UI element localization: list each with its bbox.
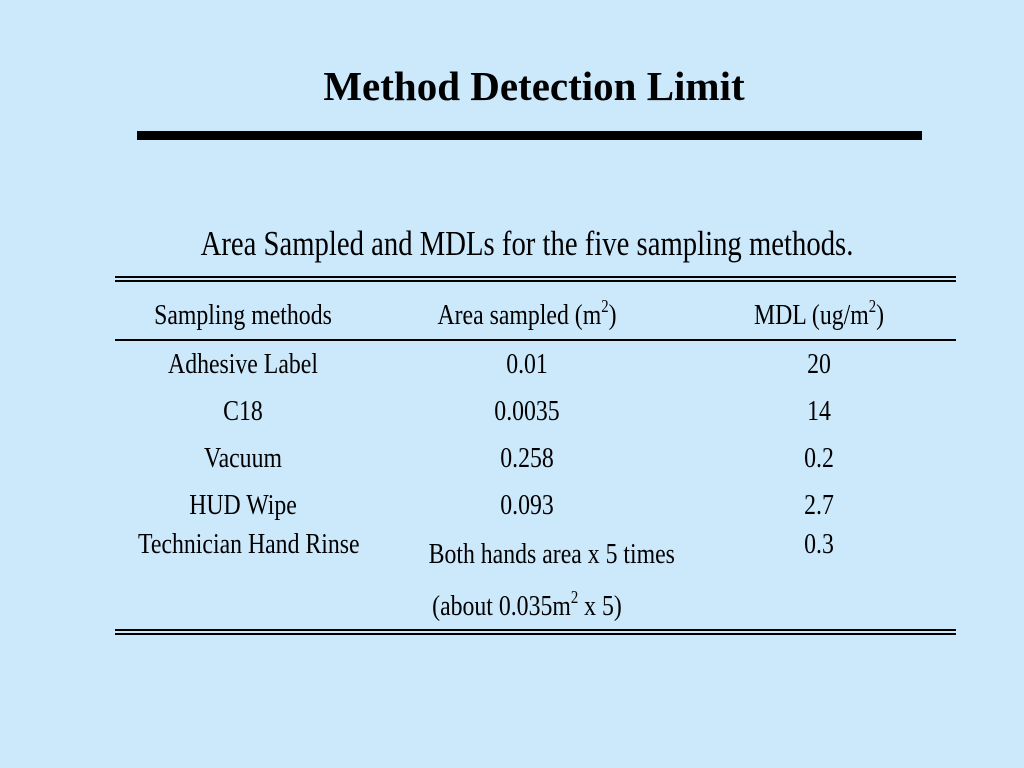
table-row <box>115 388 956 435</box>
cell-mdl: 14 <box>807 395 831 427</box>
cell-area: 0.0035 <box>494 395 560 427</box>
header-sampling-methods: Sampling methods <box>154 299 332 331</box>
cell-mdl: 20 <box>807 348 831 380</box>
header-mdl: MDL $(ug/m^2)$ <box>753 296 885 331</box>
cell-area-line1: Both hands area x 5 times <box>428 538 675 570</box>
cell-mdl: 0.3 <box>804 528 834 560</box>
cell-mdl: 0.2 <box>804 442 834 474</box>
table-header-row <box>115 282 956 339</box>
cell-method: Adhesive Label <box>168 348 318 380</box>
cell-area: 0.093 <box>500 489 554 521</box>
cell-method: C18 <box>223 395 263 427</box>
cell-method: HUD Wipe <box>189 489 297 521</box>
cell-area-line2: (about $0.035m^2$ x 5) <box>432 587 622 622</box>
header-area-sampled: Area sampled $(m^2)$ <box>437 296 617 331</box>
table-row <box>115 529 956 629</box>
table-caption: Area Sampled and MDLs for the five sampling methods. <box>200 224 854 263</box>
cell-method: Technician Hand Rinse <box>138 528 360 560</box>
slide-title: Method Detection Limit <box>323 63 745 109</box>
table-row <box>115 435 956 482</box>
cell-method: Vacuum <box>204 442 282 474</box>
cell-area: 0.258 <box>500 442 554 474</box>
title-underline <box>137 131 922 140</box>
mdl-table <box>115 276 956 635</box>
table-row <box>115 341 956 388</box>
cell-mdl: 2.7 <box>804 489 834 521</box>
cell-area: 0.01 <box>506 348 548 380</box>
cell-area <box>428 529 675 634</box>
